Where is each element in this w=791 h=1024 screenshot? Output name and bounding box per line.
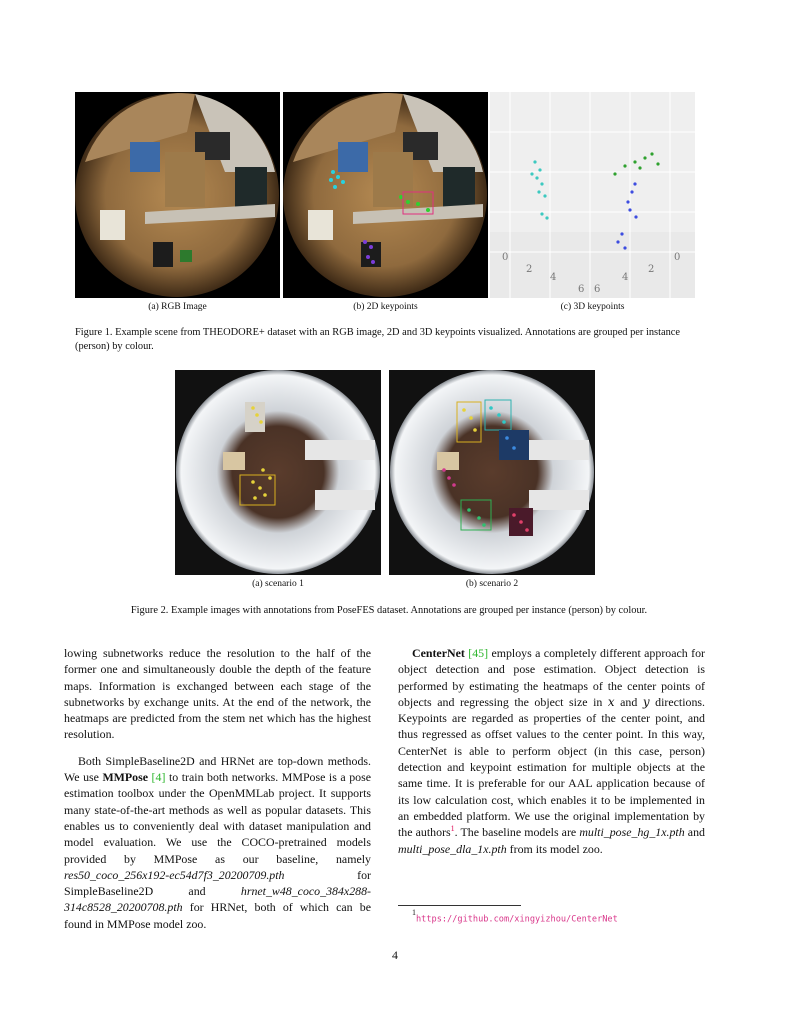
- right-text-b: directions. Keypoints are regarded as properties of the center point, and thus regressed as offset values to the center point. In this way, CenterNet is able to perform object (in this case, person) detection and keypoint estimation for multiple objects at the same time. It is preferable for our AAL application because of its low calculation cost, which enables it to be implemented in an embedded platform. We use the original implementation by the authors: [398, 694, 705, 840]
- mmpose-term: MMPose: [102, 770, 149, 785]
- citation-link[interactable]: [45]: [468, 646, 489, 660]
- footnote: [412, 908, 618, 926]
- footnote-mark-link[interactable]: 1: [450, 824, 455, 834]
- figure1-subcaption-c: (c) 3D keypoints: [560, 302, 625, 312]
- figure1-caption: Figure 1. Example scene from THEODORE+ dataset with an RGB image, 2D and 3D keypoints visualized. Annotations are grouped per instance (person) by colour.: [75, 327, 681, 352]
- math-x: x: [607, 694, 615, 709]
- figure2-scenario1-image: [175, 370, 381, 575]
- left-p2-text-d: for HRNet, both of which can be found in MMPose model zoo.: [64, 900, 371, 931]
- figure1-subcaption-a: (a) RGB Image: [148, 302, 207, 312]
- right-text-and: and: [614, 694, 643, 709]
- figure2-subcaption-a: (a) scenario 1: [252, 579, 304, 589]
- plot3d-tick-label: 0: [502, 252, 509, 263]
- right-text-and2: and: [684, 825, 705, 840]
- figure1-2d-keypoints-image: [283, 92, 488, 298]
- figure1-subcaption-b: (b) 2D keypoints: [353, 302, 418, 312]
- model-filename: multi_pose_hg_1x.pth: [579, 825, 685, 840]
- right-text-a: employs a completely different approach for object detection and pose estimation. Object detection is performed by estimating the heatmaps of the center points of objects and regressing the object size in: [398, 646, 705, 709]
- plot3d-tick-label: 2: [526, 264, 533, 275]
- left-column: [64, 645, 371, 932]
- right-text-d: from its model zoo.: [506, 841, 603, 856]
- plot3d-tick-label: 2: [648, 264, 655, 275]
- model-filename: multi_pose_dla_1x.pth: [398, 841, 507, 856]
- right-text-c: . The baseline models are: [454, 825, 580, 840]
- figure1-rgb-image: [75, 92, 280, 298]
- left-p2-text-c: for SimpleBaseline2D and: [64, 867, 371, 899]
- figure2-caption: Figure 2. Example images with annotations from PoseFES dataset. Annotations are grouped per instance (person) by colour.: [130, 605, 648, 616]
- right-column: [398, 645, 705, 857]
- figure2-scenario2-image: [389, 370, 595, 575]
- plot3d-tick-label: 4: [550, 272, 557, 283]
- right-paragraph-1: [398, 645, 705, 857]
- footnote-url-link[interactable]: https://github.com/xingyizhou/CenterNet: [416, 914, 618, 925]
- model-filename: res50_coco_256x192-ec54d7f3_20200709.pth: [64, 867, 285, 882]
- figure1-3d-keypoints-plot: [490, 92, 695, 298]
- left-paragraph-1: lowing subnetworks reduce the resolution to the half of the former one and simultaneously double the depth of the feature maps. Information is exchanged between each stage of the subnetworks by exchange units. At the end of the network, the heatmaps are predicted from the stem net which has the highest resolution.: [64, 646, 371, 742]
- left-paragraph-2: [64, 753, 371, 932]
- plot3d-tick-label: 6: [578, 284, 585, 295]
- plot3d-tick-label: 4: [622, 272, 629, 283]
- footnote-number: 1: [412, 908, 416, 917]
- page-number: 4: [392, 948, 398, 962]
- math-y: y: [642, 694, 650, 709]
- citation-link[interactable]: [4]: [151, 770, 166, 785]
- centernet-term: CenterNet: [412, 646, 465, 660]
- model-filename: hrnet_w48_coco_384x288-314c8528_20200708.pth: [64, 884, 371, 915]
- plot3d-tick-label: 0: [674, 252, 681, 263]
- plot3d-tick-label: 6: [594, 284, 601, 295]
- footnote-rule: [398, 905, 521, 906]
- left-p2-text-a: Both SimpleBaseline2D and HRNet are top-down methods. We use: [64, 753, 371, 785]
- figure2-subcaption-b: (b) scenario 2: [465, 579, 519, 589]
- left-p2-text-b: to train both networks. MMPose is a pose estimation toolbox under the OpenMMLab project. It supports many state-of-the-art methods as well as popular datasets. This enables us to conveniently deal with dataset manipulation and model evaluation. We use the COCO-pretrained models provided by MMPose as our baseline, namely: [64, 770, 371, 866]
